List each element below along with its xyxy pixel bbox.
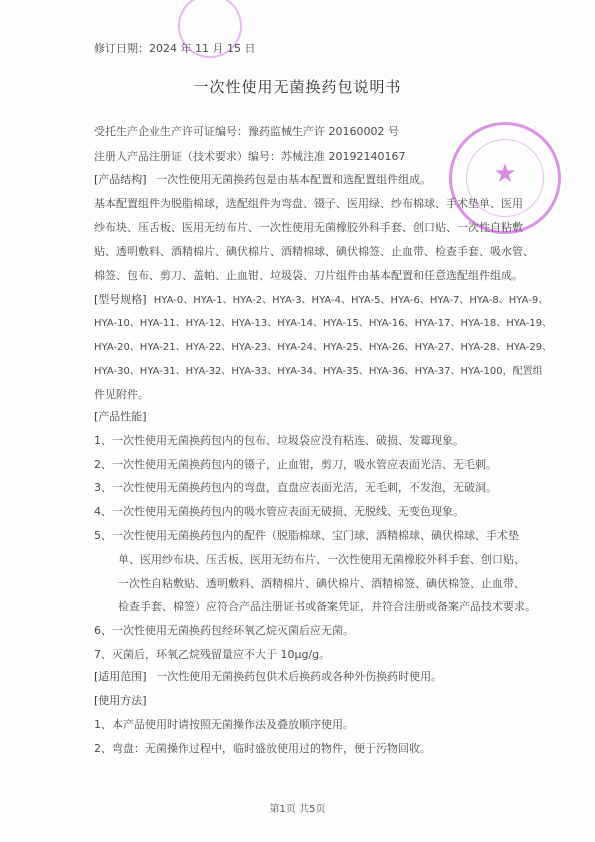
models-line: 件见附件。 [94, 388, 149, 401]
performance-item-cont: 单、医用纱布块、压舌板、医用无纺布片、一次性使用无菌橡胶外科手套、创口贴、 [118, 553, 525, 566]
structure-heading: [产品结构] [94, 173, 147, 186]
performance-item-cont: 检查手套、棉签）应符合产品注册证书或备案凭证，并符合注册或备案产品技术要求。 [118, 600, 536, 613]
usage-item: 2、弯盘：无菌操作过程中，临时盛放使用过的物件，便于污物回收。 [94, 742, 431, 755]
models-heading: [型号规格] [94, 293, 147, 306]
models-line: HYA-0、HYA-1、HYA-2、HYA-3、HYA-4、HYA-5、HYA-6、HYA-7、HYA-8、HYA-9、 [153, 295, 549, 306]
license-line: 受托生产企业生产许可证编号：豫药监械生产许 20160002 号 [94, 125, 399, 138]
page-footer: 第1页 共5页 [269, 804, 326, 815]
structure-line: 一次性使用无菌换药包是由基本配置和选配置组件组成。 [156, 173, 432, 186]
revision-date: 修订日期：2024 年 11 月 15 日 [94, 42, 256, 55]
scope-text: 一次性使用无菌换药包供术后换药或各种外伤换药时使用。 [156, 670, 443, 683]
structure-line: 贴、透明敷料、酒精棉片、碘伏棉片、酒精棉球、碘伏棉签、止血带、检查手套、吸水管、 [94, 245, 534, 258]
structure-block-first [94, 173, 431, 187]
seal-star-icon: ★ [493, 159, 517, 189]
registration-line: 注册人产品注册证（技术要求）编号：苏械注准 20192140167 [94, 150, 406, 163]
structure-line: 纱布块、压舌板、医用无纺布片、一次性使用无菌橡胶外科手套、创口贴、一次性自粘敷 [94, 221, 523, 234]
performance-item: 6、一次性使用无菌换药包经环氧乙烷灭菌后应无菌。 [94, 624, 354, 637]
usage-item: 1、本产品使用时请按照无菌操作法及叠放顺序使用。 [94, 718, 354, 731]
performance-heading: [产品性能] [94, 410, 147, 423]
models-block-first [94, 293, 548, 308]
performance-item: 4、一次性使用无菌换药包内的吸水管应表面无破损、无脱线、无变色现象。 [94, 505, 464, 518]
performance-item: 5、一次性使用无菌换药包内的配件（脱脂棉球、宝门球、酒精棉球、碘伏棉球、手术垫 [94, 529, 519, 542]
scope-block [94, 670, 442, 684]
models-line: HYA-30、HYA-31、HYA-32、HYA-33、HYA-34、HYA-35、HYA-36、HYA-37、HYA-100，配置组 [94, 366, 543, 377]
usage-heading: [使用方法] [94, 694, 147, 707]
performance-item: 7、灭菌后，环氧乙烷残留量应不大于 10μg/g。 [94, 648, 331, 661]
performance-item: 3、一次性使用无菌换药包内的弯盘，直盘应表面光洁，无毛刺，不发泡，无破洞。 [94, 481, 497, 494]
models-line: HYA-10、HYA-11、HYA-12、HYA-13、HYA-14、HYA-15、HYA-16、HYA-17、HYA-18、HYA-19、 [94, 318, 553, 329]
scope-heading: [适用范围] [94, 670, 147, 683]
structure-line: 棉签、包布、剪刀、盖帕、止血钳、垃圾袋、刀片组件由基本配置和任意选配组件组成。 [94, 269, 523, 282]
document-title: 一次性使用无菌换药包说明书 [193, 78, 402, 96]
company-seal-stamp [449, 122, 561, 234]
models-line: HYA-20、HYA-21、HYA-22、HYA-23、HYA-24、HYA-25、HYA-26、HYA-27、HYA-28、HYA-29、 [94, 342, 553, 353]
performance-item: 2、一次性使用无菌换药包内的镊子，止血钳，剪刀，吸水管应表面光洁、无毛刺。 [94, 458, 497, 471]
top-seal-stamp [169, 0, 251, 67]
performance-item-cont: 一次性自粘敷贴、透明敷料、酒精棉片、碘伏棉片、酒精棉签、碘伏棉签、止血带、 [118, 577, 525, 590]
performance-item: 1、一次性使用无菌换药包内的包布、垃圾袋应没有粘连、破损、发霉现象。 [94, 434, 464, 447]
structure-line: 基本配置组件为脱脂棉球，选配组件为弯盘、镊子、医用绿、纱布棉球、手术垫单、医用 [94, 197, 523, 210]
